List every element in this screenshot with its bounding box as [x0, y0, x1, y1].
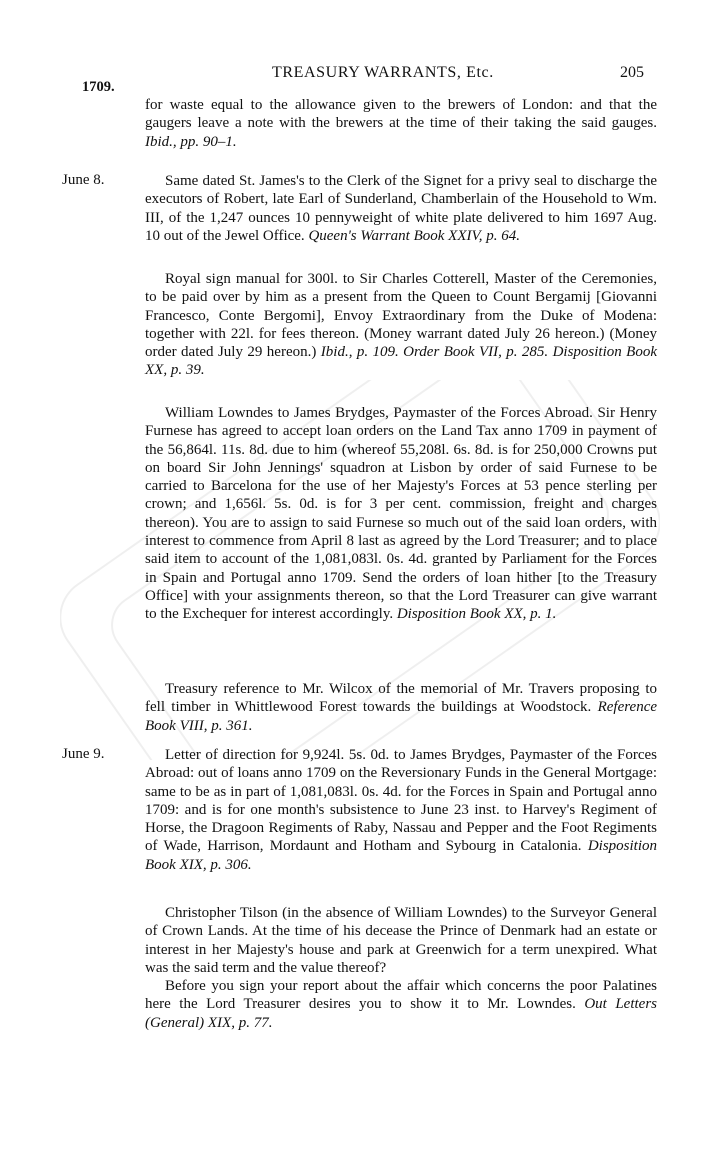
entry-text: Treasury reference to Mr. Wilcox of the memorial of Mr. Travers proposing to fell timber in Whittlewood Forest towards the buildings at Woodstock. — [145, 681, 657, 716]
entry-text: Letter of direction for 9,924l. 5s. 0d. to James Brydges, Paymaster of the Forces Abroad: out of loans anno 1709 on the Reversionary Funds in the General Mortgage: same to be as in part of 1,081,083l. 0s. 4d. for the Forces in Spain and Portugal anno 1709: and is for one month's subsistence to June 23 inst. to Harvey's Regiment of Horse, the Dragoon Regiments of Raby, Nassau and Pepper and the Foot Regiments of Wade, Harrison, Mordaunt and Hotham and Sybourg in Catalonia. — [145, 747, 657, 855]
margin-date-june-8: June 8. — [62, 172, 105, 188]
running-title: TREASURY WARRANTS, Etc. — [272, 64, 494, 81]
entry-text: Before you sign your report about the affair which concerns the poor Palatines here the Lord Treasurer desires you to show it to Mr. Lowndes. — [145, 978, 657, 1013]
entry-text: Same dated St. James's to the Clerk of the Signet for a privy seal to discharge the executors of Robert, late Earl of Sunderland, Chamberlain of the Household to Wm. III, of the 1,247 ounces 10 pennyweight of white plate delivered to him 1697 Aug. 10 out of the Jewel Office. — [145, 173, 657, 244]
entry-reference: Queen's Warrant Book XXIV, p. 64. — [308, 227, 520, 244]
entry-4 — [145, 680, 657, 735]
entry-reference: Reference Book VIII, p. 361. — [145, 699, 658, 734]
entry-reference: Out Letters (General) XIX, p. 77. — [145, 996, 658, 1031]
entry-text: Christopher Tilson (in the absence of William Lowndes) to the Surveyor General of Crown Lands. At the time of his decease the Prince of Denmark had an estate or interest in her Majesty's house and park at Greenwich for a term unexpired. What was the said term and the value thereof? — [145, 905, 657, 976]
entry-text: William Lowndes to James Brydges, Paymaster of the Forces Abroad. Sir Henry Furnese has agreed to accept loan orders on the Land Tax anno 1709 in payment of the 56,864l. 11s. 8d. due to him (whereof 55,208l. 6s. 8d. is for 250,000 Crowns put on board Sir John Jennings' squadron at Lisbon by order of said Furnese to be carried to Barcelona for the use of her Majesty's Forces at 53 pence sterling per crown; and 1,656l. 5s. 0d. is for 3 per cent. commission, freight and charges thereon). You are to assign to said Furnese so much out of the said loan orders, with interest to commence from April 8 last as agreed by the Lord Treasurer; and to place said item to account of the 1,081,083l. 0s. 4d. granted by Parliament for the Forces in Spain and Portugal anno 1709. Send the orders of loan hither [to the Treasury Office] with your assignments thereon, so that the Lord Treasurer can give warrant to the Exchequer for interest accordingly. — [145, 405, 657, 623]
entry-5 — [145, 746, 657, 874]
entry-reference: Disposition Book XX, p. 1. — [396, 606, 557, 623]
entry-reference: Disposition Book XIX, p. 306. — [145, 838, 658, 873]
entry-text: Royal sign manual for 300l. to Sir Charles Cotterell, Master of the Ceremonies, to be paid over by him as a present from the Queen to Count Bergamij [Giovanni Francesco, Conte Bergomi], Envoy Extraordinary from the Duke of Modena: together with 22l. for fees thereon. (Money warrant dated July 26 hereon.) (Money order dated July 29 hereon.) — [145, 271, 657, 361]
margin-date-june-9: June 9. — [62, 746, 105, 762]
margin-year: 1709. — [82, 79, 115, 95]
entry-text: for waste equal to the allowance given to the brewers of London: and that the gaugers leave a note with the brewers at the time of their taking the said gauges. — [145, 97, 657, 132]
entry-0 — [145, 96, 657, 151]
entry-reference: Ibid., pp. 90–1. — [145, 133, 237, 150]
entry-2 — [145, 270, 657, 380]
page-number: 205 — [620, 64, 644, 81]
entry-3 — [145, 404, 657, 624]
entry-1 — [145, 172, 657, 245]
entry-reference: Ibid., p. 109. Order Book VII, p. 285. Disposition Book XX, p. 39. — [145, 344, 657, 379]
entry-6 — [145, 904, 657, 1032]
